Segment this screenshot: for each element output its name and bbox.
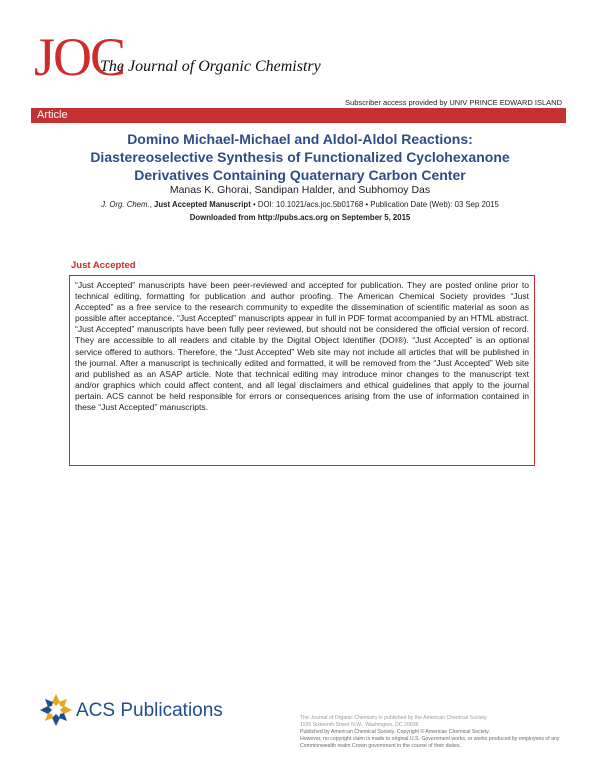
logo-letters: JOC — [34, 27, 125, 87]
footer-line-2: 1155 Sixteenth Street N.W., Washington, DC 20036 — [300, 722, 419, 728]
download-notice: Downloaded from http://pubs.acs.org on September 5, 2015 — [189, 213, 411, 222]
citation-status: Just Accepted Manuscript — [154, 200, 251, 209]
citation-line: J. Org. Chem., Just Accepted Manuscript • DOI: 10.1021/acs.joc.5b01768 • Publication Date (Web): 03 Sep 2015 — [101, 200, 499, 209]
acs-publications-logo-text: ACS Publications — [76, 700, 223, 721]
footer-publisher-info — [300, 715, 590, 750]
footer-line-3: Published by American Chemical Society. Copyright © American Chemical Society. — [300, 729, 490, 735]
article-type-bar: Article — [31, 108, 566, 123]
just-accepted-heading: Just Accepted — [71, 260, 136, 271]
citation-rest: • DOI: 10.1021/acs.joc.5b01768 • Publication Date (Web): 03 Sep 2015 — [250, 200, 499, 209]
footer-line-1: The Journal of Organic Chemistry is published by the American Chemical Society. — [300, 715, 488, 721]
acs-logo-icon — [38, 692, 74, 728]
just-accepted-box — [69, 275, 535, 466]
journal-name: The Journal of Organic Chemistry — [100, 58, 321, 75]
subscriber-access: Subscriber access provided by UNIV PRINCE EDWARD ISLAND — [345, 98, 562, 107]
paper-title: Domino Michael-Michael and Aldol-Aldol Reactions: Diastereoselective Synthesis of Functionalized Cyclohexanone Derivatives Containing Quaternary Carbon Center — [90, 131, 510, 183]
footer-line-4: However, no copyright claim is made to original U.S. Government works, or works produced by employees of any Commonwealth realm Crown government in the course of their duties. — [300, 736, 560, 749]
paper-authors: Manas K. Ghorai, Sandipan Halder, and Subhomoy Das — [169, 184, 431, 196]
just-accepted-text: “Just Accepted” manuscripts have been peer-reviewed and accepted for publication. They are posted online prior to technical editing, formatting for publication and author proofing. The American Chemical Society provides “Just Accepted” as a free service to the research community to expedite the dissemination of scientific material as soon as possible after acceptance. “Just Accepted” manuscripts appear in full in PDF format accompanied by an HTML abstract. “Just Accepted” manuscripts have been fully peer reviewed, but should not be considered the official version of record. They are accessible to all readers and citable by the Digital Object Identifier (DOI®). “Just Accepted” is an optional service offered to authors. Therefore, the “Just Accepted” Web site may not include all articles that will be published in the journal. After a manuscript is technically edited and formatted, it will be removed from the “Just Accepted” Web site and published as an ASAP article. Note that technical editing may introduce minor changes to the manuscript text and/or graphics which could affect content, and all legal disclaimers and ethical guidelines that apply to the journal pertain. ACS cannot be held responsible for errors or consequences arising from the use of information contained in these “Just Accepted” manuscripts. — [75, 280, 529, 413]
citation-journal: J. Org. Chem. — [101, 200, 150, 209]
